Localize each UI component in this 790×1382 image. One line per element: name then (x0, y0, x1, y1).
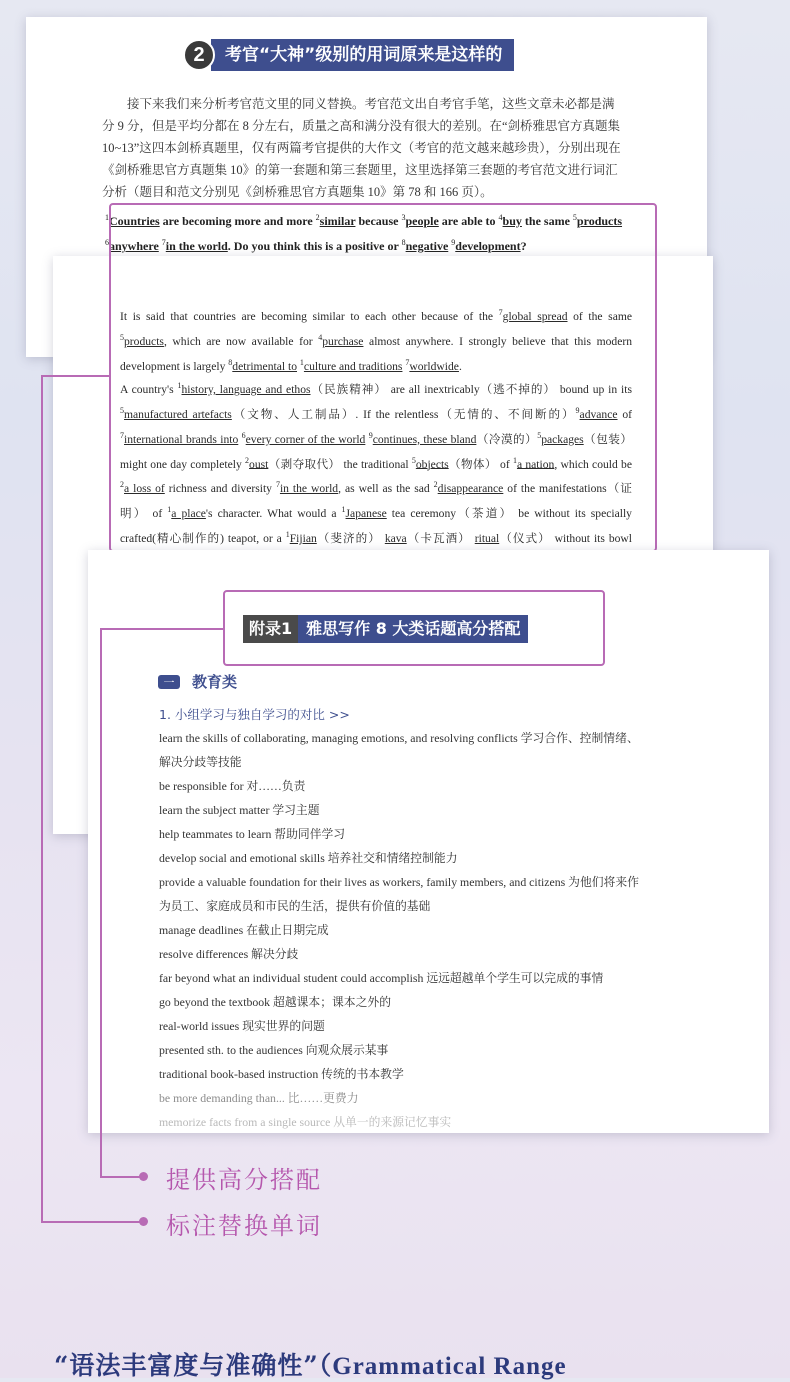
list-item: 为员工、家庭成员和市民的生活，提供有价值的基础 (159, 899, 431, 913)
section-title (183, 39, 514, 71)
list-item: presented sth. to the audiences 向观众展示某事 (159, 1043, 389, 1057)
category-heading (158, 671, 237, 692)
connector-line (41, 375, 43, 1222)
list-item: far beyond what an individual student could accomplish 远远超越单个学生可以完成的事情 (159, 971, 604, 985)
essay-question: $^1$Countries are becoming more and more $^2$similar because $^3$people are able to $^4$buy the same $^5$products $^6$anywhere $^7$in the world. Do you think this is a positive or $^8$negative $^9$development? (105, 213, 623, 253)
list-item: traditional book-based instruction 传统的书本教学 (159, 1067, 404, 1081)
connector-line (100, 628, 224, 630)
connector-line (100, 628, 102, 1178)
list-item: memorize facts from a single source 从单一的来源记忆事实 (159, 1115, 452, 1129)
list-item: 解决分歧等技能 (159, 755, 242, 769)
connector-line (41, 375, 111, 377)
section-title-text: 考官“大神”级别的用词原来是这样的 (211, 39, 514, 71)
phrase-list (159, 726, 679, 1134)
list-item: be more demanding than... 比……更费力 (159, 1091, 359, 1105)
highlight-box-synonyms (109, 203, 657, 552)
list-item: help teammates to learn 帮助同伴学习 (159, 827, 346, 841)
list-item: provide a valuable foundation for their lives as workers, family members, and citizens 为他们将来作 (159, 875, 639, 889)
connector-dot (139, 1217, 148, 1226)
category-label: 教育类 (192, 673, 238, 691)
connector-dot (139, 1172, 148, 1181)
list-item: resolve differences 解决分歧 (159, 947, 299, 961)
appendix-title-text: 雅思写作 8 大类话题高分搭配 (298, 615, 528, 643)
footer-heading-en: （Grammatical Range (318, 1353, 567, 1380)
connector-line (100, 1176, 144, 1178)
caption-annotated-synonyms: 标注替换单词 (166, 1212, 322, 1240)
caption-high-score-collocations: 提供高分搭配 (166, 1166, 322, 1194)
list-item: go beyond the textbook 超越课本；课本之外的 (159, 995, 391, 1009)
connector-line (41, 1221, 144, 1223)
intro-paragraph: 接下来我们来分析考官范文里的同义替换。考官范文出自考官手笔，这些文章未必都是满分 9 分，但是平均分都在 8 分左右，质量之高和满分没有很大的差别。在“剑桥雅思官方真题集 10~13”这四本剑桥真题里，仅有两篇考官提供的大作文（考官的范文越来越珍贵），分别出现在《剑桥雅思官方真题集 10》的第一套题和第三套题里，这里选择第三套题的考官范文进行词汇分析（题目和范文分别见《剑桥雅思官方真题集 10》第 78 和 166 页）。 (102, 97, 621, 199)
list-item: manage deadlines 在截止日期完成 (159, 923, 329, 937)
list-item: learn the skills of collaborating, managing emotions, and resolving conflicts 学习合作、控制情绪、 (159, 731, 639, 745)
subheading: 1. 小组学习与独自学习的对比 >> (159, 707, 350, 722)
list-item: be responsible for 对……负责 (159, 779, 306, 793)
appendix-tag: 附录1 (243, 615, 298, 643)
list-item: learn the subject matter 学习主题 (159, 803, 320, 817)
list-item: develop social and emotional skills 培养社交和情绪控制能力 (159, 851, 458, 865)
category-index: 一 (158, 675, 180, 689)
footer-heading (54, 1346, 567, 1382)
list-item: real-world issues 现实世界的问题 (159, 1019, 325, 1033)
essay-paragraph-1: It is said that countries are becoming similar to each other because of the $^7$global spread of the same $^5$products, which are now available for $^4$purchase almost anywhere. I strongly believe that this modern development is largely $^8$detrimental to $^1$culture and traditions $^7$worldwide. (120, 308, 633, 373)
essay-paragraph-2: A country's $^1$history, language and ethos（民族精神） are all inextricably（逃不掉的） bound up in its $^5$manufactured artefacts（文物、人工制品）. If the relentless（无情的、不间断的）$^9$advance of $^7$international brands into $^6$every corner of the world $^9$continues, these bland（冷漠的）$^5$packages（包装） might one day completely $^2$oust（剥夺取代） the traditional $^5$objects（物体） of $^1$a nation, which could be $^2$a loss of richness and diversity $^7$in the world, as well as the sad $^2$disappearance of the manifestations（证明） of $^1$a place's character. What would a $^1$Japanese tea ceremony（茶道） be without its specially crafted(精心制作的) teapot, or a $^1$Fijian（斐济的） kava（卡瓦酒） ritual（仪式） without its bowl (120, 381, 633, 546)
footer-heading-cn: “语法丰富度与准确性” (54, 1351, 319, 1380)
highlight-box-appendix (223, 590, 605, 666)
section-number-badge: 2 (183, 39, 215, 71)
